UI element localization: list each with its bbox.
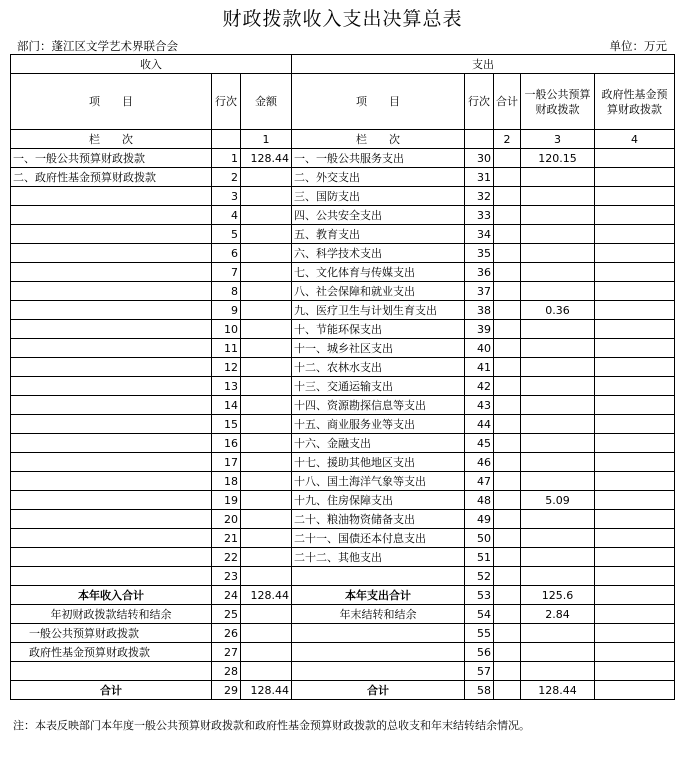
expense-line-number: 42: [465, 377, 494, 396]
income-amount: [241, 624, 292, 643]
income-amount: [241, 320, 292, 339]
income-line-number: 19: [212, 491, 241, 510]
income-line-number: 15: [212, 415, 241, 434]
expense-total: [494, 263, 521, 282]
expense-fund-budget: [595, 453, 675, 472]
expense-fund-budget: [595, 187, 675, 206]
income-item: 本年收入合计: [11, 586, 212, 605]
income-item: [11, 225, 212, 244]
expense-fund-budget: [595, 567, 675, 586]
expense-general-budget: [521, 263, 595, 282]
income-amount: [241, 187, 292, 206]
income-amount: [241, 282, 292, 301]
expense-fund-budget: [595, 586, 675, 605]
expense-item: [292, 643, 465, 662]
income-item: [11, 301, 212, 320]
expense-general-budget: 0.36: [521, 301, 595, 320]
income-amount: [241, 263, 292, 282]
expense-fund-budget: [595, 491, 675, 510]
expense-line-number: 39: [465, 320, 494, 339]
expense-total: [494, 396, 521, 415]
general-budget-header: 一般公共预算财政拨款: [521, 74, 595, 130]
income-amount: [241, 510, 292, 529]
expense-fund-budget: [595, 263, 675, 282]
income-item: [11, 434, 212, 453]
income-item: [11, 396, 212, 415]
income-item: [11, 206, 212, 225]
income-item: [11, 529, 212, 548]
expense-general-budget: [521, 187, 595, 206]
empty-cell: [465, 130, 494, 149]
expense-general-budget: 2.84: [521, 605, 595, 624]
expense-general-budget: 125.6: [521, 586, 595, 605]
expense-fund-budget: [595, 624, 675, 643]
expense-line-number: 30: [465, 149, 494, 168]
expense-fund-budget: [595, 149, 675, 168]
expense-line-number: 47: [465, 472, 494, 491]
expense-item: 十六、金融支出: [292, 434, 465, 453]
expense-general-budget: [521, 472, 595, 491]
table-row: [11, 415, 675, 434]
table-row: [11, 453, 675, 472]
report-title: 财政拨款收入支出决算总表: [222, 8, 463, 30]
expense-item: 十八、国土海洋气象等支出: [292, 472, 465, 491]
expense-general-budget: [521, 168, 595, 187]
income-line-number: 5: [212, 225, 241, 244]
expense-total: [494, 491, 521, 510]
expense-general-budget: 5.09: [521, 491, 595, 510]
expense-fund-budget: [595, 643, 675, 662]
income-amount: [241, 605, 292, 624]
table-row: [11, 548, 675, 567]
income-line-number: 20: [212, 510, 241, 529]
income-item: 政府性基金预算财政拨款: [11, 643, 212, 662]
income-amount: 128.44: [241, 586, 292, 605]
expense-item: 二十一、国债还本付息支出: [292, 529, 465, 548]
expense-line-number: 34: [465, 225, 494, 244]
income-line-header: 行次: [212, 74, 241, 130]
expense-line-number: 32: [465, 187, 494, 206]
income-line-number: 29: [212, 681, 241, 700]
income-line-number: 7: [212, 263, 241, 282]
expense-general-budget: [521, 225, 595, 244]
table-row: [11, 282, 675, 301]
expense-total: [494, 567, 521, 586]
income-amount: [241, 225, 292, 244]
income-line-number: 9: [212, 301, 241, 320]
expense-line-number: 33: [465, 206, 494, 225]
expense-total: [494, 244, 521, 263]
table-row: [11, 187, 675, 206]
expense-fund-budget: [595, 396, 675, 415]
expense-general-budget: [521, 415, 595, 434]
expense-fund-budget: [595, 434, 675, 453]
expense-general-budget: [521, 643, 595, 662]
table-row: [11, 225, 675, 244]
table-row: [11, 301, 675, 320]
income-amount: [241, 168, 292, 187]
income-line-number: 4: [212, 206, 241, 225]
income-item: [11, 472, 212, 491]
expense-fund-budget: [595, 529, 675, 548]
table-row: [11, 529, 675, 548]
expense-item: 十三、交通运输支出: [292, 377, 465, 396]
income-amount: [241, 472, 292, 491]
expense-total: [494, 149, 521, 168]
income-amount: 128.44: [241, 149, 292, 168]
expense-fund-budget: [595, 282, 675, 301]
expense-item: 十、节能环保支出: [292, 320, 465, 339]
expense-general-budget: [521, 206, 595, 225]
expense-line-header: 行次: [465, 74, 494, 130]
table-row: [11, 206, 675, 225]
expense-total: [494, 168, 521, 187]
expense-line-number: 50: [465, 529, 494, 548]
expense-general-budget: [521, 529, 595, 548]
expense-item: 二十、粮油物资储备支出: [292, 510, 465, 529]
expense-general-budget: [521, 244, 595, 263]
expense-general-budget: [521, 358, 595, 377]
unit-label: 单位：万元: [609, 39, 667, 53]
expense-item: 十二、农林水支出: [292, 358, 465, 377]
income-header: 收入: [11, 55, 292, 74]
expense-line-number: 55: [465, 624, 494, 643]
table-row: [11, 681, 675, 700]
table-row: [11, 396, 675, 415]
expense-line-number: 54: [465, 605, 494, 624]
expense-item-header: 项 目: [292, 74, 465, 130]
income-item: [11, 415, 212, 434]
expense-line-number: 36: [465, 263, 494, 282]
income-item: [11, 453, 212, 472]
income-item-header: 项 目: [11, 74, 212, 130]
income-amount: [241, 548, 292, 567]
income-line-number: 10: [212, 320, 241, 339]
expense-general-budget: [521, 320, 595, 339]
income-amount: [241, 396, 292, 415]
column-number-1: 1: [241, 130, 292, 149]
expense-total: [494, 301, 521, 320]
income-amount: [241, 377, 292, 396]
table-row: [11, 643, 675, 662]
expense-item: 五、教育支出: [292, 225, 465, 244]
expense-general-budget: 128.44: [521, 681, 595, 700]
expense-general-budget: [521, 434, 595, 453]
income-item: [11, 282, 212, 301]
expense-item: 二十二、其他支出: [292, 548, 465, 567]
income-line-number: 12: [212, 358, 241, 377]
expense-total: [494, 415, 521, 434]
income-item: [11, 358, 212, 377]
table-row: [11, 358, 675, 377]
expense-item: 十九、住房保障支出: [292, 491, 465, 510]
expense-fund-budget: [595, 320, 675, 339]
income-line-number: 24: [212, 586, 241, 605]
expense-item: 七、文化体育与传媒支出: [292, 263, 465, 282]
expense-general-budget: [521, 624, 595, 643]
expense-total-header: 合计: [494, 74, 521, 130]
expense-fund-budget: [595, 301, 675, 320]
expense-line-number: 40: [465, 339, 494, 358]
expense-item: [292, 624, 465, 643]
income-line-number: 22: [212, 548, 241, 567]
income-item: 一般公共预算财政拨款: [11, 624, 212, 643]
income-item: [11, 491, 212, 510]
table-row: [11, 149, 675, 168]
income-amount: [241, 301, 292, 320]
expense-line-number: 37: [465, 282, 494, 301]
expense-total: [494, 586, 521, 605]
income-amount: 128.44: [241, 681, 292, 700]
income-amount: [241, 206, 292, 225]
table-row: [11, 263, 675, 282]
expense-fund-budget: [595, 510, 675, 529]
column-number-4: 4: [595, 130, 675, 149]
table-row: [11, 377, 675, 396]
expense-total: [494, 434, 521, 453]
expense-line-number: 45: [465, 434, 494, 453]
table-row: [11, 624, 675, 643]
expense-fund-budget: [595, 548, 675, 567]
income-amount: [241, 491, 292, 510]
expense-fund-budget: [595, 206, 675, 225]
expense-total: [494, 605, 521, 624]
expense-fund-budget: [595, 605, 675, 624]
expense-fund-budget: [595, 681, 675, 700]
expense-line-number: 52: [465, 567, 494, 586]
expense-total: [494, 624, 521, 643]
expense-general-budget: [521, 662, 595, 681]
income-item: 合计: [11, 681, 212, 700]
income-line-number: 25: [212, 605, 241, 624]
fund-budget-header: 政府性基金预算财政拨款: [595, 74, 675, 130]
expense-general-budget: [521, 548, 595, 567]
expense-total: [494, 681, 521, 700]
expense-total: [494, 187, 521, 206]
income-line-number: 26: [212, 624, 241, 643]
income-amount: [241, 415, 292, 434]
expense-line-number: 46: [465, 453, 494, 472]
income-item: [11, 510, 212, 529]
table-row: [11, 586, 675, 605]
expense-general-budget: 120.15: [521, 149, 595, 168]
expense-total: [494, 377, 521, 396]
expense-line-number: 56: [465, 643, 494, 662]
expense-item: 十七、援助其他地区支出: [292, 453, 465, 472]
expense-total: [494, 510, 521, 529]
income-line-number: 11: [212, 339, 241, 358]
expense-fund-budget: [595, 415, 675, 434]
income-item: [11, 263, 212, 282]
income-amount: [241, 244, 292, 263]
expense-total: [494, 548, 521, 567]
income-column-label: 栏 次: [11, 130, 212, 149]
income-item: [11, 187, 212, 206]
income-line-number: 14: [212, 396, 241, 415]
income-item: 一、一般公共预算财政拨款: [11, 149, 212, 168]
expense-item: 八、社会保障和就业支出: [292, 282, 465, 301]
income-line-number: 28: [212, 662, 241, 681]
expense-total: [494, 339, 521, 358]
table-row: [11, 567, 675, 586]
expense-fund-budget: [595, 225, 675, 244]
table-row: [11, 605, 675, 624]
footnote: 注：本表反映部门本年度一般公共预算财政拨款和政府性基金预算财政拨款的总收支和年末结转结余情况。: [13, 719, 530, 732]
expense-fund-budget: [595, 472, 675, 491]
expense-line-number: 44: [465, 415, 494, 434]
expense-item: 本年支出合计: [292, 586, 465, 605]
table-row: [11, 339, 675, 358]
expense-item: 一、一般公共服务支出: [292, 149, 465, 168]
income-amount: [241, 339, 292, 358]
income-line-number: 16: [212, 434, 241, 453]
income-item: 二、政府性基金预算财政拨款: [11, 168, 212, 187]
table-row: [11, 434, 675, 453]
expense-item: 六、科学技术支出: [292, 244, 465, 263]
expense-total: [494, 282, 521, 301]
income-item: [11, 244, 212, 263]
income-item: [11, 377, 212, 396]
income-line-number: 1: [212, 149, 241, 168]
income-line-number: 2: [212, 168, 241, 187]
expense-total: [494, 225, 521, 244]
expense-total: [494, 662, 521, 681]
expense-line-number: 57: [465, 662, 494, 681]
expense-general-budget: [521, 339, 595, 358]
expense-item: 九、医疗卫生与计划生育支出: [292, 301, 465, 320]
expense-total: [494, 472, 521, 491]
expense-fund-budget: [595, 168, 675, 187]
income-amount: [241, 529, 292, 548]
income-line-number: 17: [212, 453, 241, 472]
income-item: [11, 662, 212, 681]
expense-line-number: 53: [465, 586, 494, 605]
expense-total: [494, 206, 521, 225]
income-line-number: 8: [212, 282, 241, 301]
expense-item: 十四、资源勘探信息等支出: [292, 396, 465, 415]
expense-general-budget: [521, 282, 595, 301]
income-amount: [241, 643, 292, 662]
expense-general-budget: [521, 567, 595, 586]
income-item: [11, 320, 212, 339]
column-number-3: 3: [521, 130, 595, 149]
income-line-number: 13: [212, 377, 241, 396]
income-item: 年初财政拨款结转和结余: [11, 605, 212, 624]
table-row: [11, 320, 675, 339]
expense-fund-budget: [595, 244, 675, 263]
expense-line-number: 35: [465, 244, 494, 263]
income-line-number: 3: [212, 187, 241, 206]
expense-item: 四、公共安全支出: [292, 206, 465, 225]
table-row: [11, 510, 675, 529]
expense-line-number: 49: [465, 510, 494, 529]
department-label: 部门：蓬江区文学艺术界联合会: [17, 39, 178, 53]
table-row: [11, 491, 675, 510]
expense-item: 合计: [292, 681, 465, 700]
income-amount: [241, 434, 292, 453]
expense-line-number: 38: [465, 301, 494, 320]
income-line-number: 21: [212, 529, 241, 548]
income-item: [11, 548, 212, 567]
income-amount: [241, 453, 292, 472]
expense-column-label: 栏 次: [292, 130, 465, 149]
expense-line-number: 43: [465, 396, 494, 415]
income-line-number: 23: [212, 567, 241, 586]
income-amount: [241, 358, 292, 377]
expense-total: [494, 643, 521, 662]
expense-general-budget: [521, 510, 595, 529]
income-amount: [241, 662, 292, 681]
table-row: [11, 662, 675, 681]
expense-general-budget: [521, 396, 595, 415]
income-amount-header: 金额: [241, 74, 292, 130]
income-line-number: 27: [212, 643, 241, 662]
budget-table: [10, 54, 675, 700]
expense-fund-budget: [595, 377, 675, 396]
expense-total: [494, 529, 521, 548]
expense-item: [292, 662, 465, 681]
empty-cell: [212, 130, 241, 149]
table-row: [11, 472, 675, 491]
expense-line-number: 31: [465, 168, 494, 187]
expense-item: 年末结转和结余: [292, 605, 465, 624]
expense-total: [494, 358, 521, 377]
expense-fund-budget: [595, 358, 675, 377]
income-item: [11, 567, 212, 586]
table-row: [11, 244, 675, 263]
expense-line-number: 41: [465, 358, 494, 377]
income-amount: [241, 567, 292, 586]
expense-general-budget: [521, 377, 595, 396]
income-line-number: 18: [212, 472, 241, 491]
expense-fund-budget: [595, 662, 675, 681]
expense-item: 二、外交支出: [292, 168, 465, 187]
expense-item: 三、国防支出: [292, 187, 465, 206]
expense-item: [292, 567, 465, 586]
expense-item: 十五、商业服务业等支出: [292, 415, 465, 434]
income-item: [11, 339, 212, 358]
table-row: [11, 168, 675, 187]
expense-header: 支出: [292, 55, 675, 74]
expense-total: [494, 320, 521, 339]
expense-line-number: 58: [465, 681, 494, 700]
expense-fund-budget: [595, 339, 675, 358]
expense-line-number: 51: [465, 548, 494, 567]
expense-general-budget: [521, 453, 595, 472]
expense-total: [494, 453, 521, 472]
income-line-number: 6: [212, 244, 241, 263]
expense-line-number: 48: [465, 491, 494, 510]
column-number-2: 2: [494, 130, 521, 149]
expense-item: 十一、城乡社区支出: [292, 339, 465, 358]
